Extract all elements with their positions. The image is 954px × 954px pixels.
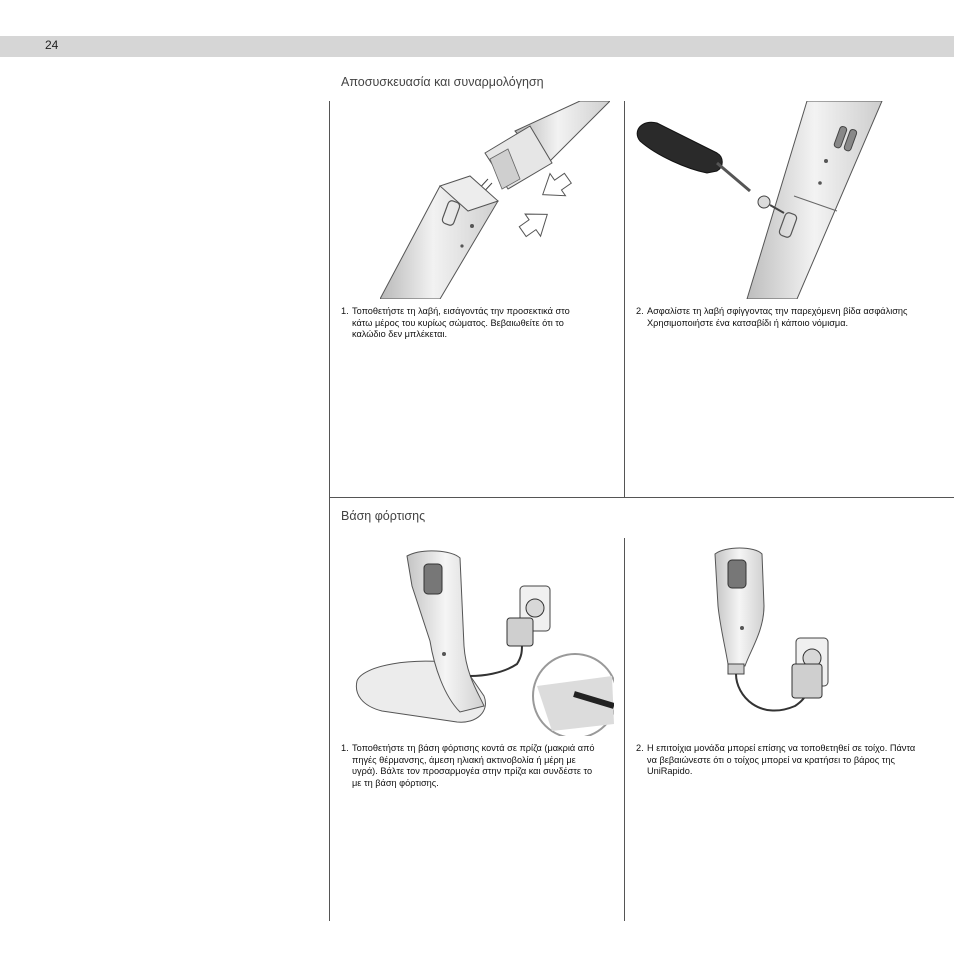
step-text: Ασφαλίστε τη λαβή σφίγγοντας την παρεχόμενη βίδα ασφάλισης Χρησιμοποιήστε ένα κατσαβίδι ή κάποιο νόμισμα.: [647, 306, 908, 328]
screwdriver-illustration: [632, 101, 907, 299]
section-title-charging: Βάση φόρτισης: [341, 509, 426, 523]
step-number: 2.: [636, 306, 644, 316]
left-column-divider: [329, 101, 330, 921]
step-text: Τοποθετήστε τη λαβή, εισάγοντάς την προσεκτικά στο κάτω μέρος του κυρίως σώματος. Βεβαιωθείτε ότι το καλώδιο δεν μπλέκεται.: [352, 306, 570, 340]
page-header-bar: [0, 36, 954, 57]
charging-step-2: [636, 743, 921, 778]
section-title-assembly: Αποσυσκευασία και συναρμολόγηση: [341, 75, 544, 89]
middle-divider-bottom: [624, 538, 625, 921]
section-divider: [329, 497, 954, 498]
charging-step-1: [341, 743, 601, 789]
assembly-step-2: [636, 306, 921, 329]
assembly-step-1: [341, 306, 591, 341]
step-number: 1.: [341, 743, 349, 753]
step-number: 2.: [636, 743, 644, 753]
charging-base-illustration: [352, 546, 614, 736]
handle-insertion-illustration: [380, 101, 610, 299]
wall-mount-illustration: [700, 546, 840, 726]
step-text: Τοποθετήστε τη βάση φόρτισης κοντά σε πρίζα (μακριά από πηγές θέρμανσης, άμεση ηλιακή ακτινοβολία ή μέρη με υγρά). Βάλτε τον προσαρμογέα στην πρίζα και συνδέστε το με τη βάση φόρτισης.: [352, 743, 595, 788]
step-number: 1.: [341, 306, 349, 316]
middle-divider-top: [624, 101, 625, 497]
page-number: 24: [45, 38, 59, 52]
step-text: Η επιτοίχια μονάδα μπορεί επίσης να τοποθετηθεί σε τοίχο. Πάντα να βεβαιώνεστε ότι ο τοίχος μπορεί να κρατήσει το βάρος της UniRapido.: [647, 743, 916, 777]
